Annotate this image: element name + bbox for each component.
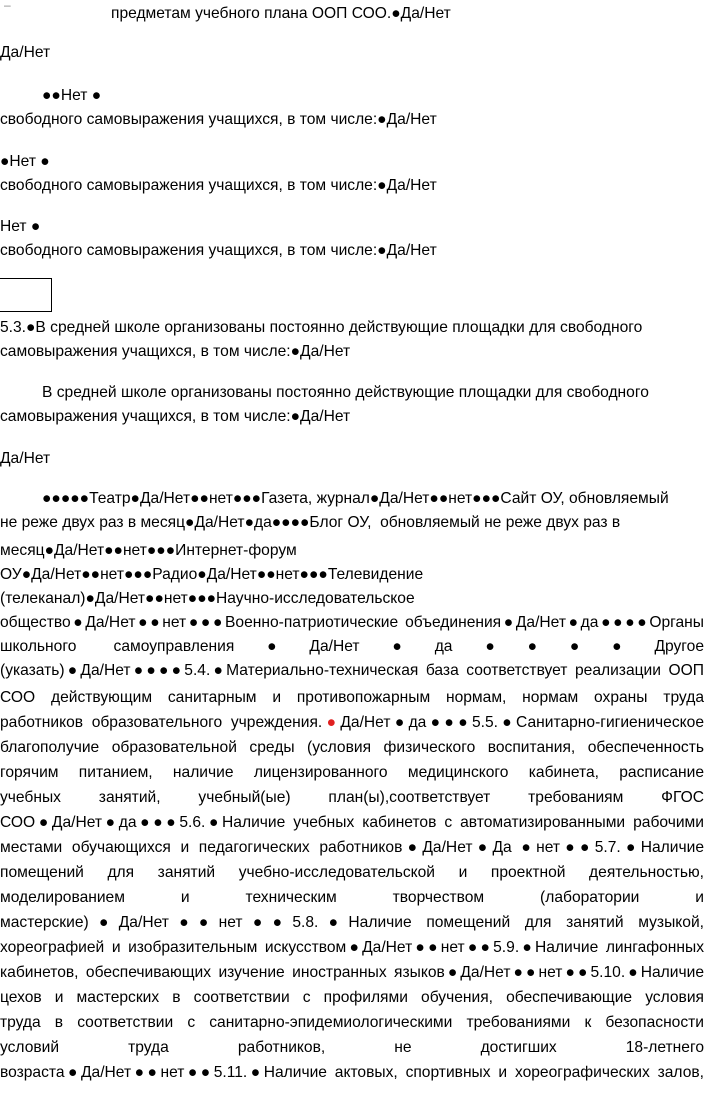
para-line-2: не реже двух раз в месяц●Да/Нет●да●●●●Блог ОУ, обновляемый не реже двух раз в [0, 514, 621, 531]
para-line-16: помещений для занятий учебно-исследовательской и проектной деятельностью, [0, 864, 704, 881]
text-line-3: ●●Нет ● [42, 87, 102, 104]
para-line-24: возраста●Да/Нет●●нет●●5.11.●Наличие актовых, спортивных и хореографических залов, [0, 1064, 704, 1081]
para-line-20: кабинетов, обеспечивающих изучение иностранных языков●Да/Нет●●нет●●5.10.●Наличие [0, 964, 704, 981]
para-line-12: горячим питанием, наличие лицензированного медицинского кабинета, расписание [0, 764, 704, 781]
header-dash: – [4, 0, 11, 12]
text-line-13: Да/Нет [0, 450, 51, 467]
para-line-8: (указать)●Да/Нет●●●●5.4.●Материально-техническая база соответствует реализации ООП [0, 662, 704, 679]
empty-box-frame [0, 278, 52, 312]
para-line-23: условий труда работников, не достигших 18-летнего [0, 1039, 704, 1056]
para-line-21: цехов и мастерских в соответствии с профилями обучения, обеспечивающие условия [0, 989, 704, 1006]
para-line-11: благополучие образовательной среды (условия физического воспитания, обеспеченность [0, 739, 704, 756]
para-line-6: общество●Да/Нет●●нет●●●Военно-патриотические объединения●Да/Нет●да●●●●Органы [0, 614, 704, 631]
para-line-14: СОО●Да/Нет●да●●●5.6.●Наличие учебных кабинетов с автоматизированными рабочими [0, 814, 704, 831]
para-line-9: СОО действующим санитарным и противопожарным нормам, нормам охраны труда [0, 689, 704, 706]
text-line-5: ●Нет ● [0, 153, 50, 170]
text-line-12: самовыражения учащихся, в том числе:●Да/Нет [0, 408, 351, 425]
para-line-15: местами обучающихся и педагогических работников●Да/Нет●Да ●нет●●5.7.●Наличие [0, 839, 704, 856]
text-line-9: 5.3.●В средней школе организованы постоянно действующие площадки для свободного [0, 319, 643, 336]
para-line-22: труда в соответствии с санитарно-эпидемиологическими требованиями к безопасности [0, 1014, 704, 1031]
text-line-11: В средней школе организованы постоянно действующие площадки для свободного [42, 384, 649, 401]
text-line-10: самовыражения учащихся, в том числе:●Да/Нет [0, 343, 351, 360]
para-line-4: ОУ●Да/Нет●●нет●●●Радио●Да/Нет●●нет●●●Телевидение [0, 566, 424, 583]
para-line-10-end: Да/Нет●да●●●5.5.●Санитарно-гигиеническое [340, 714, 704, 731]
para-line-17: моделированием и техническим творчеством (лаборатории и [0, 889, 704, 906]
para-line-18: мастерские)●Да/Нет●●нет●●5.8.●Наличие помещений для занятий музыкой, [0, 914, 704, 931]
para-line-19: хореографией и изобразительным искусством●Да/Нет●●нет●●5.9.●Наличие лингафонных [0, 939, 704, 956]
para-line-1: ●●●●●Театр●Да/Нет●●нет●●●Газета, журнал●Да/Нет●●нет●●●Сайт ОУ, обновляемый [42, 490, 669, 507]
text-line-6: свободного самовыражения учащихся, в том числе:●Да/Нет [0, 177, 437, 194]
para-line-3: месяц●Да/Нет●●нет●●●Интернет-форум [0, 542, 297, 559]
text-line-4: свободного самовыражения учащихся, в том числе:●Да/Нет [0, 111, 437, 128]
para-line-10-start: работников образовательного учреждения. [0, 714, 323, 731]
para-line-10 [0, 713, 704, 733]
text-line-7: Нет ● [0, 218, 41, 235]
text-line-1: предметам учебного плана ООП СОО.●Да/Нет [111, 5, 451, 22]
red-bullet: ● [322, 714, 341, 731]
text-line-2: Да/Нет [0, 44, 51, 61]
text-line-8: свободного самовыражения учащихся, в том числе:●Да/Нет [0, 242, 437, 259]
para-line-5: (телеканал)●Да/Нет●●нет●●●Научно-исследовательское [0, 590, 415, 607]
para-line-13: учебных занятий, учебный(ые) план(ы),соответствует требованиям ФГОС [0, 789, 704, 806]
para-line-7: школьного самоуправления●Да/Нет●да●●●●Другое [0, 638, 704, 655]
